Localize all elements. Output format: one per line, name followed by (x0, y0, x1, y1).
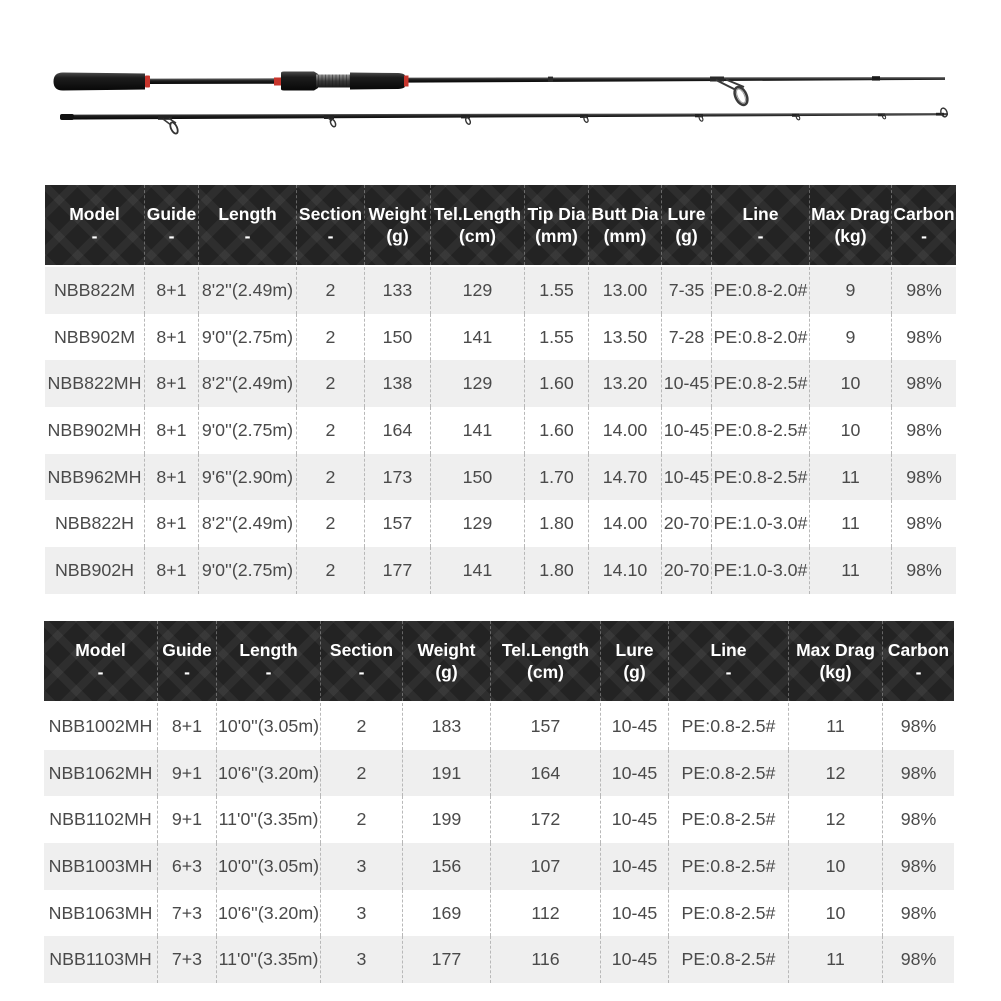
cell-butt-dia: 14.00 (588, 407, 661, 454)
cell-model: NBB1003MH (48, 855, 153, 876)
cell-model: NBB902M (53, 326, 136, 347)
header-cell-butt-dia (588, 185, 661, 265)
table-row (45, 360, 956, 407)
cell-tel-length: 164 (490, 750, 600, 797)
header-cell-tip-dia (524, 185, 588, 265)
header-label: Carbon (887, 640, 950, 660)
cell-section: 2 (320, 796, 402, 843)
header-cell-line (668, 621, 788, 701)
cell-tel-length: 129 (430, 500, 524, 547)
red-trim-ring (145, 76, 150, 88)
cell-length: 9'6''(2.90m) (198, 454, 296, 501)
cell-tel-length: 157 (490, 703, 600, 750)
cell-guide: 6+3 (157, 843, 216, 890)
header-cell-model (44, 621, 157, 701)
cell-section: 2 (320, 750, 402, 797)
cell-length: 9'0''(2.75m) (198, 547, 296, 594)
header-unit: - (244, 226, 251, 246)
table-row (45, 547, 956, 594)
cell-tel-length: 141 (430, 314, 524, 361)
cell-carbon: 98% (882, 796, 954, 843)
fishing-rod-illustration (0, 0, 1001, 150)
header-label: Guide (146, 204, 197, 224)
cell-max-drag: 11 (809, 547, 891, 594)
header-cell-tel-length (490, 621, 600, 701)
cell-model: NBB902H (54, 559, 135, 580)
spec-table-bottom (44, 621, 954, 983)
header-label: Guide (162, 640, 212, 660)
cell-tip-dia: 1.55 (524, 267, 588, 314)
header-label: Model (75, 640, 126, 660)
tip-section-end-cap (60, 114, 74, 120)
cell-guide: 8+1 (144, 454, 198, 501)
table-body (44, 703, 954, 983)
cell-weight: 157 (364, 500, 430, 547)
cell-carbon: 98% (891, 407, 956, 454)
cell-length: 10'6''(3.20m) (216, 890, 320, 937)
header-unit: - (168, 226, 175, 246)
cell-line: PE:0.8-2.0# (711, 314, 809, 361)
table-row (44, 796, 954, 843)
cell-lure: 7-35 (661, 267, 711, 314)
cell-guide: 8+1 (144, 500, 198, 547)
table-row (45, 500, 956, 547)
cell-carbon: 98% (882, 750, 954, 797)
cell-tel-length: 141 (430, 547, 524, 594)
rod-guide (580, 115, 589, 123)
header-unit: (kg) (819, 662, 852, 682)
cell-length: 10'0''(3.05m) (216, 703, 320, 750)
header-label: Carbon (893, 204, 955, 224)
cell-carbon: 98% (891, 360, 956, 407)
cell-model: NBB1063MH (48, 902, 153, 923)
header-label: Section (298, 204, 363, 224)
cell-tip-dia: 1.70 (524, 454, 588, 501)
cell-guide: 9+1 (157, 796, 216, 843)
rod-butt-section (54, 72, 946, 107)
cell-weight: 191 (402, 750, 490, 797)
cell-section: 2 (320, 703, 402, 750)
header-label: Line (710, 640, 747, 660)
header-cell-guide (157, 621, 216, 701)
cell-section: 2 (296, 360, 364, 407)
header-cell-section (320, 621, 402, 701)
cell-carbon: 98% (891, 314, 956, 361)
cell-carbon: 98% (891, 454, 956, 501)
rod-tip-section (60, 107, 948, 134)
cell-guide: 8+1 (144, 360, 198, 407)
cell-max-drag: 10 (788, 843, 882, 890)
upper-blank (404, 77, 945, 83)
cell-lure: 10-45 (661, 454, 711, 501)
cell-lure: 10-45 (661, 407, 711, 454)
ferrule-mark (872, 76, 880, 80)
cell-model: NBB1102MH (49, 809, 152, 830)
header-cell-tel-length (430, 185, 524, 265)
cell-tip-dia: 1.60 (524, 360, 588, 407)
header-cell-guide (144, 185, 198, 265)
cell-guide: 8+1 (144, 267, 198, 314)
cell-section: 2 (296, 267, 364, 314)
header-cell-carbon (882, 621, 954, 701)
red-trim-ring (404, 76, 409, 87)
cell-tip-dia: 1.80 (524, 500, 588, 547)
header-unit: - (184, 662, 190, 682)
cell-max-drag: 11 (809, 500, 891, 547)
cell-model: NBB962MH (47, 466, 142, 487)
table-row (45, 314, 956, 361)
cell-weight: 177 (402, 936, 490, 983)
header-unit: - (358, 662, 365, 682)
header-label: Tel.Length (501, 640, 590, 660)
header-label: Weight (368, 204, 427, 224)
cell-tel-length: 129 (430, 360, 524, 407)
cell-tel-length: 116 (490, 936, 600, 983)
cell-tip-dia: 1.60 (524, 407, 588, 454)
cell-section: 3 (320, 890, 402, 937)
cell-max-drag: 10 (809, 407, 891, 454)
header-unit: - (757, 226, 764, 246)
cell-line: PE:0.8-2.0# (711, 267, 809, 314)
cell-weight: 177 (364, 547, 430, 594)
cell-carbon: 98% (891, 547, 956, 594)
cell-butt-dia: 13.00 (588, 267, 661, 314)
header-unit: - (91, 226, 98, 246)
cell-max-drag: 9 (809, 267, 891, 314)
cell-line: PE:0.8-2.5# (711, 454, 809, 501)
cell-length: 8'2''(2.49m) (198, 267, 296, 314)
cell-model: NBB822M (53, 279, 136, 300)
cell-section: 2 (296, 547, 364, 594)
cell-length: 11'0''(3.35m) (216, 796, 320, 843)
cell-model: NBB1062MH (48, 762, 153, 783)
cell-carbon: 98% (882, 703, 954, 750)
cell-length: 9'0''(2.75m) (198, 407, 296, 454)
cell-line: PE:0.8-2.5# (668, 796, 788, 843)
header-cell-model (45, 185, 144, 265)
cell-weight: 150 (364, 314, 430, 361)
table-row (44, 890, 954, 937)
cell-guide: 7+3 (157, 890, 216, 937)
cell-carbon: 98% (882, 843, 954, 890)
cell-butt-dia: 14.70 (588, 454, 661, 501)
header-unit: (mm) (603, 226, 647, 246)
butt-blank (146, 78, 284, 84)
header-label: Tip Dia (527, 204, 586, 224)
cell-max-drag: 10 (788, 890, 882, 937)
table-header-row (44, 621, 954, 701)
header-cell-section (296, 185, 364, 265)
header-label: Line (742, 204, 779, 224)
header-unit: - (915, 662, 922, 682)
cell-max-drag: 12 (788, 750, 882, 797)
cell-lure: 10-45 (600, 936, 668, 983)
table-header-row (45, 185, 956, 265)
cell-butt-dia: 13.50 (588, 314, 661, 361)
cell-length: 9'0''(2.75m) (198, 314, 296, 361)
header-unit: (g) (623, 662, 646, 682)
header-unit: - (265, 662, 272, 682)
cell-max-drag: 11 (788, 936, 882, 983)
cell-weight: 164 (364, 407, 430, 454)
cell-line: PE:0.8-2.5# (668, 843, 788, 890)
table-row (44, 936, 954, 983)
cell-lure: 10-45 (600, 890, 668, 937)
cell-model: NBB822MH (47, 373, 142, 394)
cell-max-drag: 11 (809, 454, 891, 501)
header-cell-weight (364, 185, 430, 265)
cell-line: PE:0.8-2.5# (668, 890, 788, 937)
header-label: Tel.Length (433, 204, 522, 224)
table-row (45, 407, 956, 454)
cell-tel-length: 141 (430, 407, 524, 454)
cell-line: PE:0.8-2.5# (668, 703, 788, 750)
cell-butt-dia: 13.20 (588, 360, 661, 407)
cell-line: PE:0.8-2.5# (668, 936, 788, 983)
cell-weight: 183 (402, 703, 490, 750)
cell-guide: 7+3 (157, 936, 216, 983)
cell-max-drag: 12 (788, 796, 882, 843)
header-cell-max-drag (809, 185, 891, 265)
cell-tel-length: 172 (490, 796, 600, 843)
cell-length: 8'2''(2.49m) (198, 360, 296, 407)
cell-tip-dia: 1.80 (524, 547, 588, 594)
spec-table-top (45, 185, 956, 594)
cell-lure: 10-45 (661, 360, 711, 407)
table-row (45, 267, 956, 314)
cell-length: 10'0''(3.05m) (216, 843, 320, 890)
tip-top-guide (936, 107, 948, 118)
cell-carbon: 98% (882, 936, 954, 983)
header-label: Max Drag (796, 640, 875, 660)
header-label: Length (218, 204, 277, 224)
cell-weight: 169 (402, 890, 490, 937)
tip-blank (62, 113, 948, 120)
header-label: Model (69, 204, 120, 224)
cell-weight: 138 (364, 360, 430, 407)
table-row (44, 703, 954, 750)
cell-tel-length: 129 (430, 267, 524, 314)
header-unit: (g) (386, 226, 409, 246)
reel-seat (281, 72, 405, 91)
cell-length: 10'6''(3.20m) (216, 750, 320, 797)
cell-lure: 20-70 (661, 547, 711, 594)
cell-carbon: 98% (882, 890, 954, 937)
cell-max-drag: 11 (788, 703, 882, 750)
table-body (45, 267, 956, 594)
table-row (45, 454, 956, 501)
cell-lure: 20-70 (661, 500, 711, 547)
ferrule-mark (548, 77, 553, 82)
header-unit: - (725, 662, 732, 682)
cell-guide: 8+1 (157, 703, 216, 750)
cell-tel-length: 112 (490, 890, 600, 937)
header-unit: - (97, 662, 104, 682)
header-cell-lure (600, 621, 668, 701)
cell-section: 3 (320, 936, 402, 983)
cell-carbon: 98% (891, 267, 956, 314)
cell-model: NBB822H (54, 513, 135, 534)
cell-carbon: 98% (891, 500, 956, 547)
header-unit: - (921, 226, 927, 246)
header-label: Length (239, 640, 298, 660)
cell-guide: 8+1 (144, 547, 198, 594)
cell-butt-dia: 14.00 (588, 500, 661, 547)
header-label: Butt Dia (591, 204, 659, 224)
cell-butt-dia: 14.10 (588, 547, 661, 594)
red-trim-ring (274, 78, 281, 86)
cell-line: PE:1.0-3.0# (711, 547, 809, 594)
header-unit: (cm) (527, 662, 564, 682)
cell-section: 3 (320, 843, 402, 890)
table-row (44, 843, 954, 890)
cell-length: 8'2''(2.49m) (198, 500, 296, 547)
stripper-guide (710, 77, 750, 107)
cell-lure: 10-45 (600, 796, 668, 843)
header-label: Weight (417, 640, 476, 660)
cell-line: PE:0.8-2.5# (668, 750, 788, 797)
cell-tel-length: 107 (490, 843, 600, 890)
cell-line: PE:1.0-3.0# (711, 500, 809, 547)
header-label: Lure (667, 204, 706, 224)
cell-lure: 10-45 (600, 843, 668, 890)
rod-guide (461, 115, 471, 125)
header-label: Max Drag (811, 204, 890, 224)
cell-model: NBB1103MH (49, 949, 152, 970)
cell-weight: 199 (402, 796, 490, 843)
cell-weight: 133 (364, 267, 430, 314)
cell-guide: 8+1 (144, 314, 198, 361)
cell-section: 2 (296, 314, 364, 361)
cell-line: PE:0.8-2.5# (711, 407, 809, 454)
cell-model: NBB902MH (47, 419, 142, 440)
cell-weight: 173 (364, 454, 430, 501)
header-label: Section (329, 640, 394, 660)
header-cell-carbon (891, 185, 956, 265)
cell-tip-dia: 1.55 (524, 314, 588, 361)
cell-max-drag: 10 (809, 360, 891, 407)
header-cell-max-drag (788, 621, 882, 701)
cell-lure: 10-45 (600, 750, 668, 797)
header-cell-weight (402, 621, 490, 701)
header-label: Lure (615, 640, 654, 660)
cell-lure: 10-45 (600, 703, 668, 750)
rod-guide (695, 114, 704, 122)
cell-section: 2 (296, 500, 364, 547)
rear-grip (54, 73, 146, 91)
header-unit: (kg) (834, 226, 867, 246)
header-cell-line (711, 185, 809, 265)
cell-section: 2 (296, 407, 364, 454)
header-unit: - (327, 226, 334, 246)
header-unit: (cm) (459, 226, 496, 246)
header-cell-lure (661, 185, 711, 265)
cell-length: 11'0''(3.35m) (216, 936, 320, 983)
cell-line: PE:0.8-2.5# (711, 360, 809, 407)
header-unit: (g) (675, 226, 698, 246)
cell-section: 2 (296, 454, 364, 501)
header-unit: (g) (435, 662, 458, 682)
cell-guide: 9+1 (157, 750, 216, 797)
header-cell-length (198, 185, 296, 265)
cell-tel-length: 150 (430, 454, 524, 501)
cell-guide: 8+1 (144, 407, 198, 454)
header-cell-length (216, 621, 320, 701)
cell-max-drag: 9 (809, 314, 891, 361)
header-unit: (mm) (535, 226, 578, 246)
cell-weight: 156 (402, 843, 490, 890)
cell-lure: 7-28 (661, 314, 711, 361)
table-row (44, 750, 954, 797)
cell-model: NBB1002MH (48, 715, 153, 736)
